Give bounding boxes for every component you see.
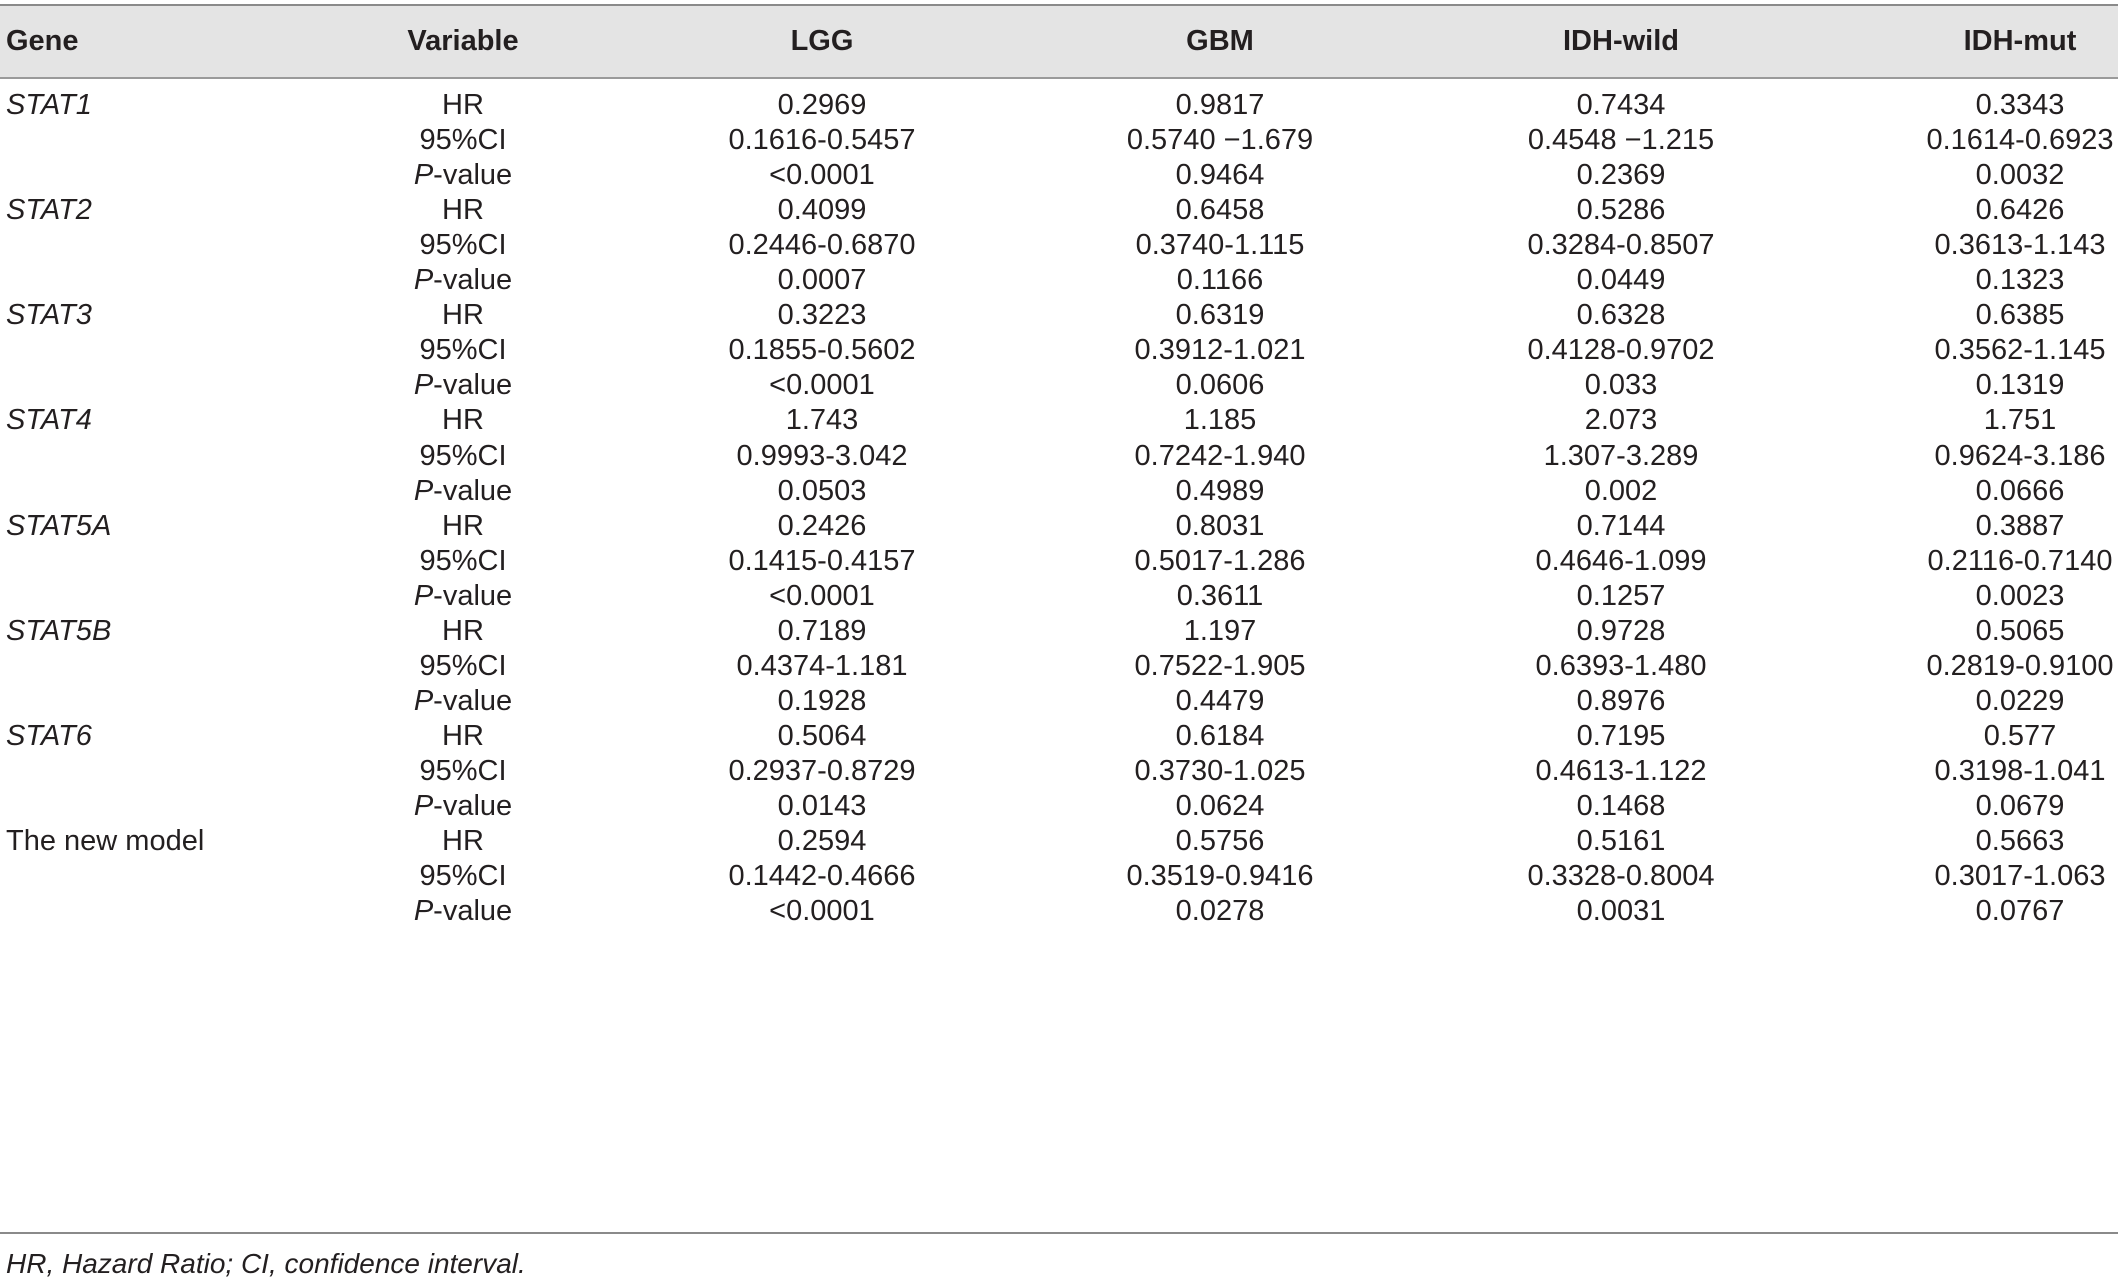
cell-variable: 95%CI — [419, 754, 507, 787]
cell-idh-mut: 0.0032 — [1975, 159, 2065, 192]
cell-idh-wild: 0.6393-1.480 — [1535, 649, 1707, 682]
cell-idh-mut: 0.0666 — [1975, 474, 2065, 507]
cell-gene: STAT1 — [6, 89, 92, 121]
cell-gbm: 0.7242-1.940 — [1134, 439, 1306, 472]
cell-variable: P-value — [413, 474, 513, 507]
cell-gbm: 0.4989 — [1175, 474, 1265, 507]
cell-idh-wild: 0.7434 — [1576, 89, 1666, 121]
cell-variable: HR — [442, 404, 484, 437]
cell-gbm: 0.3519-0.9416 — [1126, 860, 1314, 893]
cell-lgg: 0.2446-0.6870 — [728, 229, 916, 262]
cell-idh-wild: 0.4128-0.9702 — [1527, 334, 1715, 367]
cell-idh-mut: 0.0229 — [1975, 684, 2065, 717]
cell-variable: P-value — [413, 895, 513, 928]
cell-lgg: 0.2937-0.8729 — [728, 754, 916, 787]
cell-lgg: <0.0001 — [769, 579, 875, 612]
table-footnote: HR, Hazard Ratio; CI, confidence interval. — [6, 1248, 526, 1279]
cell-idh-mut: 0.3887 — [1975, 509, 2065, 542]
cell-lgg: <0.0001 — [769, 159, 875, 192]
cell-lgg: <0.0001 — [769, 895, 875, 928]
header-idh-mut: IDH-mut — [1963, 25, 2077, 57]
cell-idh-wild: 0.033 — [1584, 369, 1658, 402]
cell-lgg: 0.1442-0.4666 — [728, 860, 916, 893]
cell-variable: 95%CI — [419, 860, 507, 893]
cell-lgg: <0.0001 — [769, 369, 875, 402]
cell-variable: HR — [442, 89, 484, 121]
cell-gbm: 0.5756 — [1175, 825, 1265, 858]
cell-gbm: 0.9464 — [1175, 159, 1265, 192]
cell-gbm: 0.3730-1.025 — [1134, 754, 1306, 787]
cell-lgg: 0.4374-1.181 — [736, 649, 908, 682]
cell-gbm: 0.3912-1.021 — [1134, 334, 1306, 367]
table-header-row — [0, 6, 2118, 77]
cell-gene: STAT3 — [6, 299, 92, 332]
table-row — [0, 888, 2118, 935]
cell-idh-mut: 0.5663 — [1975, 825, 2065, 858]
cell-variable: P-value — [413, 684, 513, 717]
cell-variable: 95%CI — [419, 124, 507, 157]
cell-gbm: 0.6184 — [1175, 719, 1265, 752]
cell-idh-mut: 0.1323 — [1975, 264, 2065, 297]
cell-variable: 95%CI — [419, 334, 507, 367]
cell-gbm: 0.3611 — [1176, 579, 1264, 612]
cell-variable: HR — [442, 194, 484, 227]
cell-variable: P-value — [413, 264, 513, 297]
cell-idh-wild: 2.073 — [1584, 404, 1658, 437]
cell-gbm: 0.3740-1.115 — [1135, 229, 1305, 262]
cell-gbm: 0.5017-1.286 — [1134, 544, 1306, 577]
cell-idh-mut: 0.0023 — [1975, 579, 2065, 612]
cell-lgg: 0.2594 — [777, 825, 867, 858]
cell-lgg: 0.2969 — [777, 89, 867, 121]
header-lgg: LGG — [790, 25, 854, 57]
cell-variable: HR — [442, 614, 484, 647]
cell-idh-wild: 0.2369 — [1576, 159, 1666, 192]
cell-idh-wild: 0.4646-1.099 — [1535, 544, 1707, 577]
cell-idh-mut: 0.577 — [1983, 719, 2057, 752]
cell-gene: STAT4 — [6, 404, 92, 437]
cell-gbm: 1.185 — [1183, 404, 1257, 437]
cell-variable: 95%CI — [419, 544, 507, 577]
cell-idh-wild: 0.5161 — [1576, 825, 1666, 858]
cell-gbm: 0.0624 — [1175, 790, 1265, 822]
cell-variable: 95%CI — [419, 229, 507, 262]
cell-idh-wild: 0.7195 — [1576, 719, 1666, 752]
cell-gene: STAT5A — [6, 509, 112, 542]
cell-gbm: 0.5740 −1.679 — [1126, 124, 1314, 157]
cell-variable: P-value — [413, 159, 513, 192]
cell-variable: HR — [442, 825, 484, 858]
cell-idh-mut: 0.9624-3.186 — [1934, 439, 2106, 472]
cell-gene: STAT2 — [6, 194, 92, 227]
cell-variable: HR — [442, 719, 484, 752]
cell-idh-wild: 0.1468 — [1576, 790, 1666, 822]
cell-gbm: 1.197 — [1183, 614, 1257, 647]
cell-idh-mut: 0.6385 — [1975, 299, 2065, 332]
cell-idh-wild: 0.9728 — [1576, 614, 1666, 647]
cell-lgg: 0.1415-0.4157 — [728, 544, 916, 577]
header-gene: Gene — [6, 25, 79, 57]
cell-idh-wild: 0.002 — [1584, 474, 1658, 507]
cell-gene: STAT6 — [6, 719, 92, 752]
cell-lgg: 0.5064 — [777, 719, 867, 752]
cell-gbm: 0.6319 — [1175, 299, 1265, 332]
cell-idh-mut: 0.1319 — [1975, 369, 2065, 402]
cell-lgg: 0.9993-3.042 — [736, 439, 908, 472]
header-variable: Variable — [407, 25, 519, 57]
cell-idh-wild: 0.4613-1.122 — [1535, 754, 1707, 787]
cell-idh-mut: 0.3343 — [1975, 89, 2065, 121]
cell-idh-mut: 0.6426 — [1975, 194, 2065, 227]
cell-gbm: 0.1166 — [1176, 264, 1264, 297]
cell-gbm: 0.9817 — [1175, 89, 1265, 121]
cell-variable: HR — [442, 509, 484, 542]
cell-idh-wild: 0.0449 — [1576, 264, 1666, 297]
cell-idh-mut: 0.5065 — [1975, 614, 2065, 647]
cell-idh-mut: 0.0679 — [1975, 790, 2065, 822]
cell-lgg: 0.7189 — [777, 614, 867, 647]
cell-idh-wild: 0.8976 — [1576, 684, 1666, 717]
cell-idh-wild: 0.3284-0.8507 — [1527, 229, 1715, 262]
cell-variable: 95%CI — [419, 649, 507, 682]
cell-idh-mut: 0.1614-0.6923 — [1926, 124, 2114, 157]
cell-variable: 95%CI — [419, 439, 507, 472]
cell-lgg: 0.4099 — [777, 194, 867, 227]
cell-variable: P-value — [413, 369, 513, 402]
header-rule — [0, 77, 2118, 79]
cell-idh-mut: 0.2819-0.9100 — [1926, 649, 2114, 682]
cell-lgg: 0.1928 — [777, 684, 867, 717]
cell-gbm: 0.7522-1.905 — [1134, 649, 1306, 682]
cell-idh-wild: 0.4548 −1.215 — [1527, 124, 1715, 157]
cell-lgg: 0.3223 — [777, 299, 867, 332]
cell-idh-wild: 0.7144 — [1576, 509, 1666, 542]
cell-idh-wild: 0.6328 — [1576, 299, 1666, 332]
cell-variable: HR — [442, 299, 484, 332]
cell-lgg: 0.0503 — [777, 474, 867, 507]
cell-variable: P-value — [413, 579, 513, 612]
cell-gbm: 0.8031 — [1175, 509, 1265, 542]
cell-idh-mut: 1.751 — [1983, 404, 2057, 437]
cell-idh-wild: 1.307-3.289 — [1543, 439, 1699, 472]
cell-variable: P-value — [413, 790, 513, 822]
cell-lgg: 0.2426 — [777, 509, 867, 542]
cell-gene: STAT5B — [6, 614, 112, 647]
cell-idh-wild: 0.3328-0.8004 — [1527, 860, 1715, 893]
cell-gbm: 0.0606 — [1175, 369, 1265, 402]
cell-lgg: 0.0143 — [777, 790, 867, 822]
cell-gbm: 0.6458 — [1175, 194, 1265, 227]
cell-lgg: 0.1616-0.5457 — [728, 124, 916, 157]
header-gbm: GBM — [1186, 25, 1254, 57]
cell-lgg: 1.743 — [785, 404, 859, 437]
cell-idh-mut: 0.3198-1.041 — [1934, 754, 2106, 787]
header-idh-wild: IDH-wild — [1563, 25, 1679, 57]
cell-gbm: 0.0278 — [1175, 895, 1265, 928]
cell-idh-wild: 0.0031 — [1576, 895, 1666, 928]
cell-idh-mut: 0.2116-0.7140 — [1927, 544, 2113, 577]
cell-idh-mut: 0.3017-1.063 — [1934, 860, 2106, 893]
cell-idh-mut: 0.3613-1.143 — [1934, 229, 2106, 262]
cell-idh-mut: 0.0767 — [1975, 895, 2065, 928]
cell-gene: The new model — [6, 825, 205, 858]
cell-idh-mut: 0.3562-1.145 — [1934, 334, 2106, 367]
cell-gbm: 0.4479 — [1175, 684, 1265, 717]
cell-lgg: 0.1855-0.5602 — [728, 334, 916, 367]
cell-idh-wild: 0.5286 — [1576, 194, 1666, 227]
table-bottom-rule — [0, 1232, 2118, 1234]
cell-lgg: 0.0007 — [777, 264, 867, 297]
cell-idh-wild: 0.1257 — [1576, 579, 1666, 612]
